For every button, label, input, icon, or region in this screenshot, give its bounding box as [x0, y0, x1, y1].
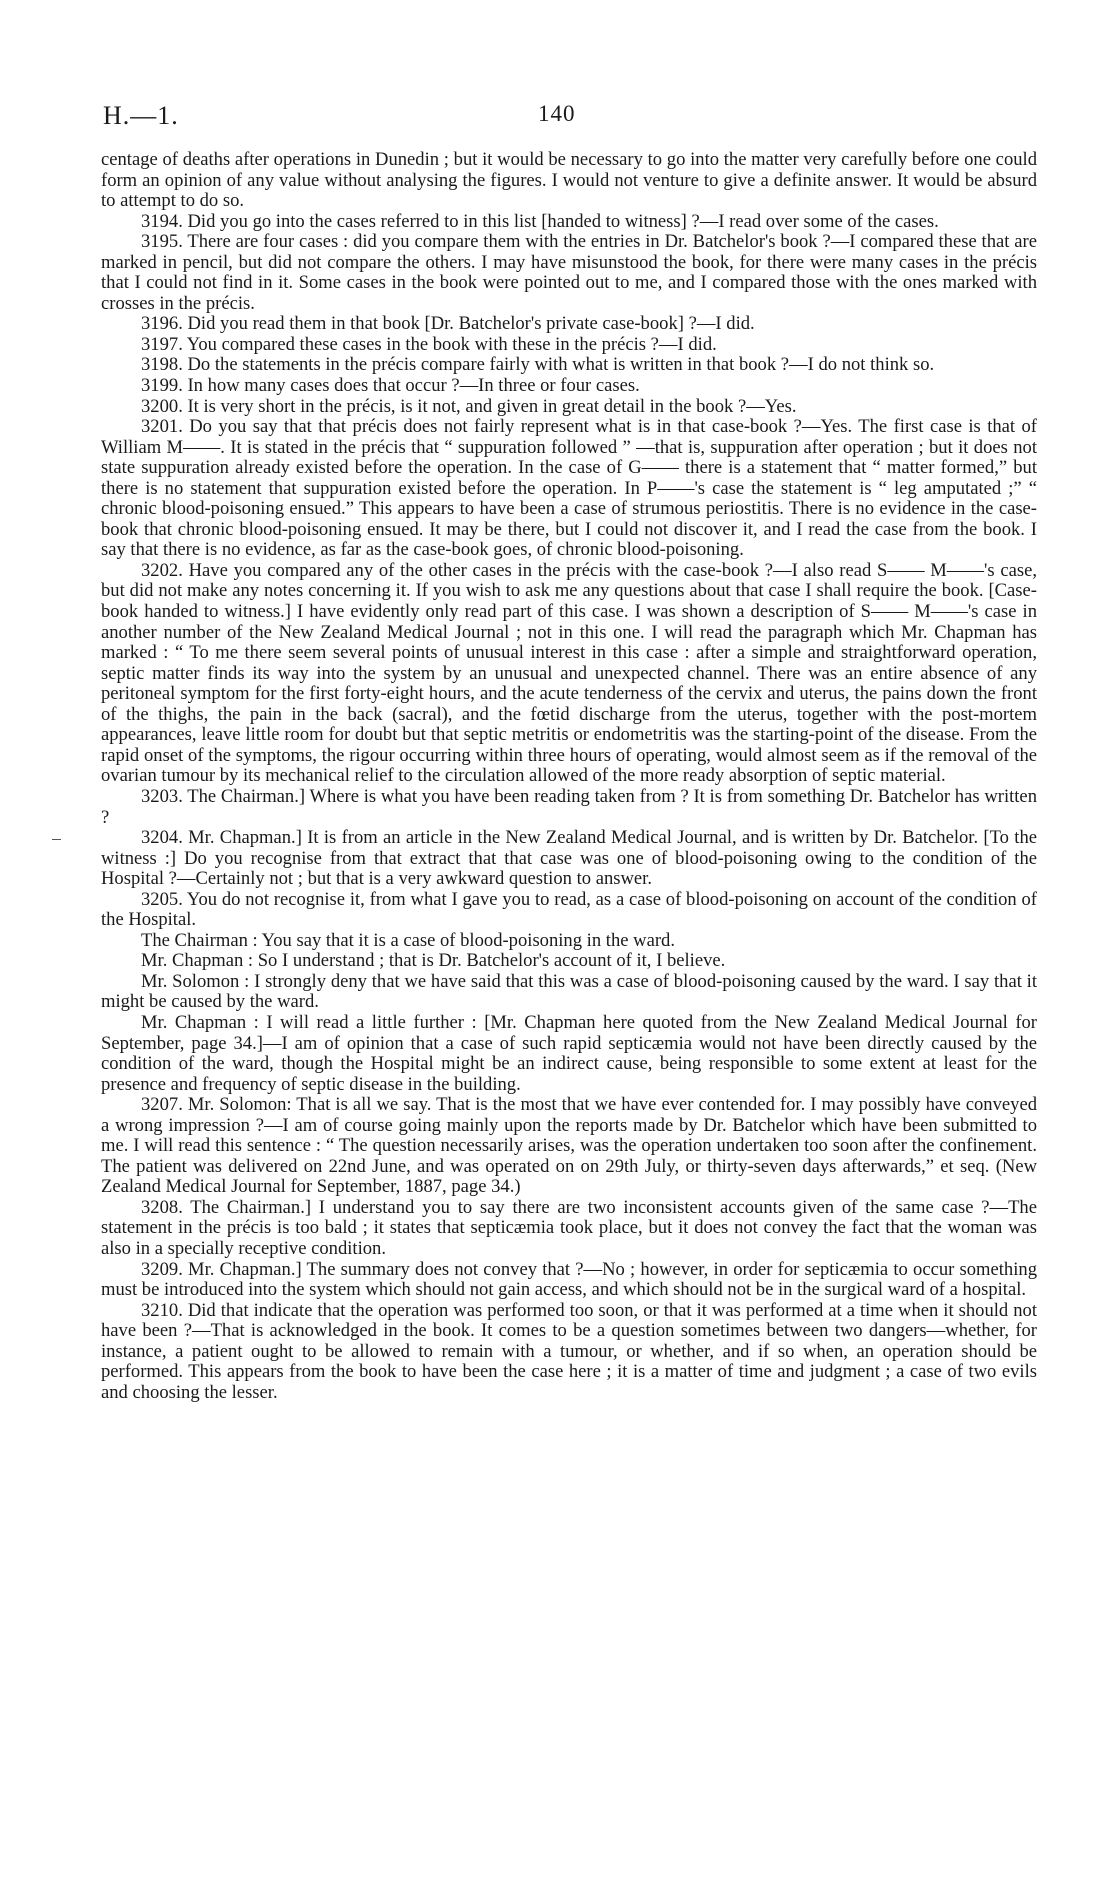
- question-3201: 3201. Do you say that that précis does not fairly represent what is in that case-book ?—Yes. The first case is that of William M——. It is stated in the précis that “ suppuration followed ” —that is, suppuration after operation ; but it does not state suppuration already existed before the operation. In the case of G—— there is a statement that “ matter formed,” but there is no statement that suppuration existed before the operation. In P——'s case the statement is “ leg amputated ;” “ chronic blood-poisoning ensued.” This appears to have been a case of strumous periostitis. There is no evidence in the case-book that chronic blood-poisoning ensued. It may be there, but I could not discover it, and I read the case from the book. I say that there is no evidence, as far as the case-book goes, of chronic blood-poisoning.: [101, 416, 1037, 561]
- question-3205: 3205. You do not recognise it, from what I gave you to read, as a case of blood-poisoning on account of the condition of the Hospital.: [101, 888, 1037, 931]
- question-3194: 3194. Did you go into the cases referred to in this list [handed to witness] ?—I read over some of the cases.: [141, 210, 939, 232]
- question-3208: 3208. The Chairman.] I understand you to say there are two inconsistent accounts given of the same case ?—The statement in the précis is too bald ; it states that septicæmia took place, but it does not convey the fact that the woman was also in a specially receptive condition.: [101, 1196, 1037, 1259]
- chairman-statement: The Chairman : You say that it is a case of blood-poisoning in the ward.: [141, 929, 675, 951]
- question-3195: 3195. There are four cases : did you compare them with the entries in Dr. Batchelor's book ?—I compared these that are marked in pencil, but did not compare the others. I may have misunstood the book, for there were many cases in the précis that I could not find in it. Some cases in the book were pointed out to me, and I compared those with the ones marked with crosses in the précis.: [101, 231, 1037, 314]
- chapman-statement: Mr. Chapman : So I understand ; that is Dr. Batchelor's account of it, I believe.: [141, 950, 726, 972]
- question-3209: 3209. Mr. Chapman.] The summary does not convey that ?—No ; however, in order for septicæmia to occur something must be introduced into the system which should not gain access, and which should not be in the surgical ward of a hospital.: [101, 1258, 1037, 1301]
- question-3198: 3198. Do the statements in the précis compare fairly with what is written in that book ?—I do not think so.: [141, 354, 935, 376]
- chapman-quote: Mr. Chapman : I will read a little further : [Mr. Chapman here quoted from the New Zealand Medical Journal for September, page 34.]—I am of opinion that a case of such rapid septicæmia would not have been directly caused by the condition of the ward, though the Hospital might be an indirect cause, being responsible to some extent at least for the presence and frequency of septic disease in the building.: [101, 1011, 1037, 1095]
- page-number: 140: [538, 101, 576, 126]
- question-3210: 3210. Did that indicate that the operation was performed too soon, or that it was performed at a time when it should not have been ?—That is acknowledged in the book. It comes to be a question sometimes between two dangers—whether, for instance, a patient ought to be allowed to remain with a tumour, or whether, and if so when, an operation should be performed. This appears from the book to have been the case here ; it is a matter of time and judgment ; a case of two evils and choosing the lesser.: [101, 1299, 1037, 1403]
- question-3197: 3197. You compared these cases in the book with these in the précis ?—I did.: [141, 333, 717, 355]
- question-3207: 3207. Mr. Solomon: That is all we say. That is the most that we have ever contended for. I may possibly have conveyed a wrong impression ?—I am of course going mainly upon the reports made by Dr. Batchelor which have been submitted to me. I will read this sentence : “ The question necessarily arises, was the operation undertaken too soon after the confinement. The patient was delivered on 22nd June, and was operated on on 29th July, or thirty-seven days afterwards,” et seq. (New Zealand Medical Journal for September, 1887, page 34.): [101, 1094, 1037, 1198]
- body-text: [101, 150, 1037, 1403]
- paragraph-continuation: centage of deaths after operations in Dunedin ; but it would be necessary to go into the matter very carefully before one could form an opinion of any value without analysing the figures. I would not venture to give a definite answer. It would be absurd to attempt to do so.: [101, 149, 1037, 212]
- solomon-statement: Mr. Solomon : I strongly deny that we have said that this was a case of blood-poisoning caused by the ward. I say that it might be caused by the ward.: [101, 970, 1037, 1013]
- margin-mark: [52, 839, 61, 840]
- question-3196: 3196. Did you read them in that book [Dr. Batchelor's private case-book] ?—I did.: [141, 313, 755, 335]
- page-reference: H.—1.: [103, 101, 179, 130]
- question-3200: 3200. It is very short in the précis, is it not, and given in great detail in the book ?—Yes.: [141, 395, 797, 417]
- question-3204: 3204. Mr. Chapman.] It is from an article in the New Zealand Medical Journal, and is written by Dr. Batchelor. [To the witness :] Do you recognise from that extract that that case was one of blood-poisoning owing to the condition of the Hospital ?—Certainly not ; but that is a very awkward question to answer.: [101, 827, 1037, 890]
- question-3202: 3202. Have you compared any of the other cases in the précis with the case-book ?—I also read S—— M——'s case, but did not make any notes concerning it. If you wish to ask me any questions about that case I shall require the book. [Case-book handed to witness.] I have evidently only read part of this case. I was shown a description of S—— M——'s case in another number of the New Zealand Medical Journal ; not in this one. I will read the paragraph which Mr. Chapman has marked : “ To me there seem several points of unusual interest in this case : after a simple and straightforward operation, septic matter finds its way into the system by an unusual and unexpected channel. There was an entire absence of any peritoneal symptom for the first forty-eight hours, and the acute tenderness of the cervix and uterus, the pains down the front of the thighs, the pain in the back (sacral), and the fœtid discharge from the uterus, together with the post-mortem appearances, leave little room for doubt but that septic metritis or endometritis was the starting-point of the disease. From the rapid onset of the symptoms, the rigour occurring within three hours of operating, would almost seem as if the removal of the ovarian tumour by its mechanical relief to the circulation allowed of the more ready absorption of septic material.: [101, 559, 1037, 787]
- question-3199: 3199. In how many cases does that occur ?—In three or four cases.: [141, 375, 640, 397]
- question-3203: 3203. The Chairman.] Where is what you have been reading taken from ? It is from something Dr. Batchelor has written ?: [101, 785, 1037, 828]
